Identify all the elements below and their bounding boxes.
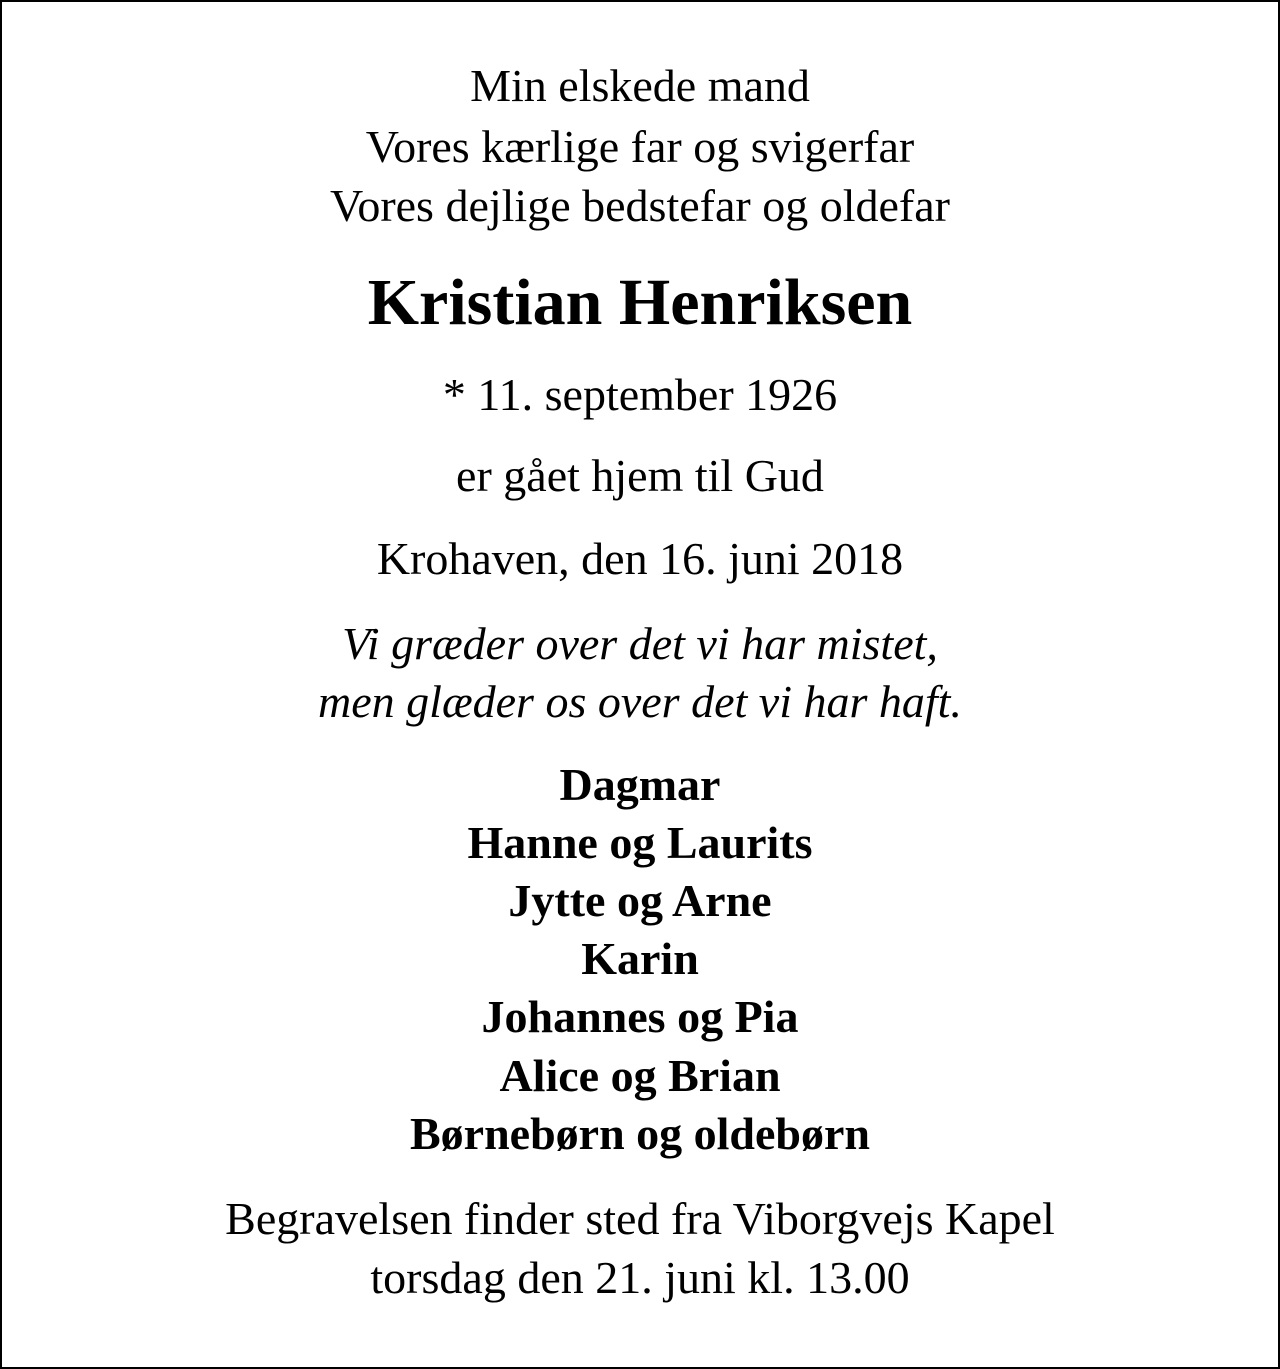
intro-line: Min elskede mand	[470, 60, 810, 111]
mourner-name: Karin	[581, 933, 699, 984]
mourner-name: Jytte og Arne	[508, 875, 772, 926]
intro-line: Vores kærlige far og svigerfar	[365, 121, 915, 172]
passed-text: er gået hjem til Gud	[456, 450, 824, 501]
deceased-name: Kristian Henriksen	[367, 266, 913, 339]
mourner-name: Johannes og Pia	[481, 991, 799, 1042]
place-and-date: Krohaven, den 16. juni 2018	[376, 533, 904, 584]
mourner-name: Børnebørn og oldebørn	[409, 1108, 871, 1159]
birth-date: * 11. september 1926	[442, 369, 838, 420]
intro-line: Vores dejlige bedstefar og oldefar	[330, 180, 950, 231]
verse-line: men glæder os over det vi har haft.	[318, 676, 962, 727]
mourner-name: Hanne og Laurits	[467, 817, 813, 868]
funeral-info-line: Begravelsen finder sted fra Viborgvejs Kapel	[225, 1193, 1055, 1244]
funeral-info-line: torsdag den 21. juni kl. 13.00	[370, 1252, 910, 1303]
mourner-name: Alice og Brian	[499, 1050, 781, 1101]
verse-line: Vi græder over det vi har mistet,	[342, 618, 938, 669]
mourner-name: Dagmar	[559, 759, 721, 810]
